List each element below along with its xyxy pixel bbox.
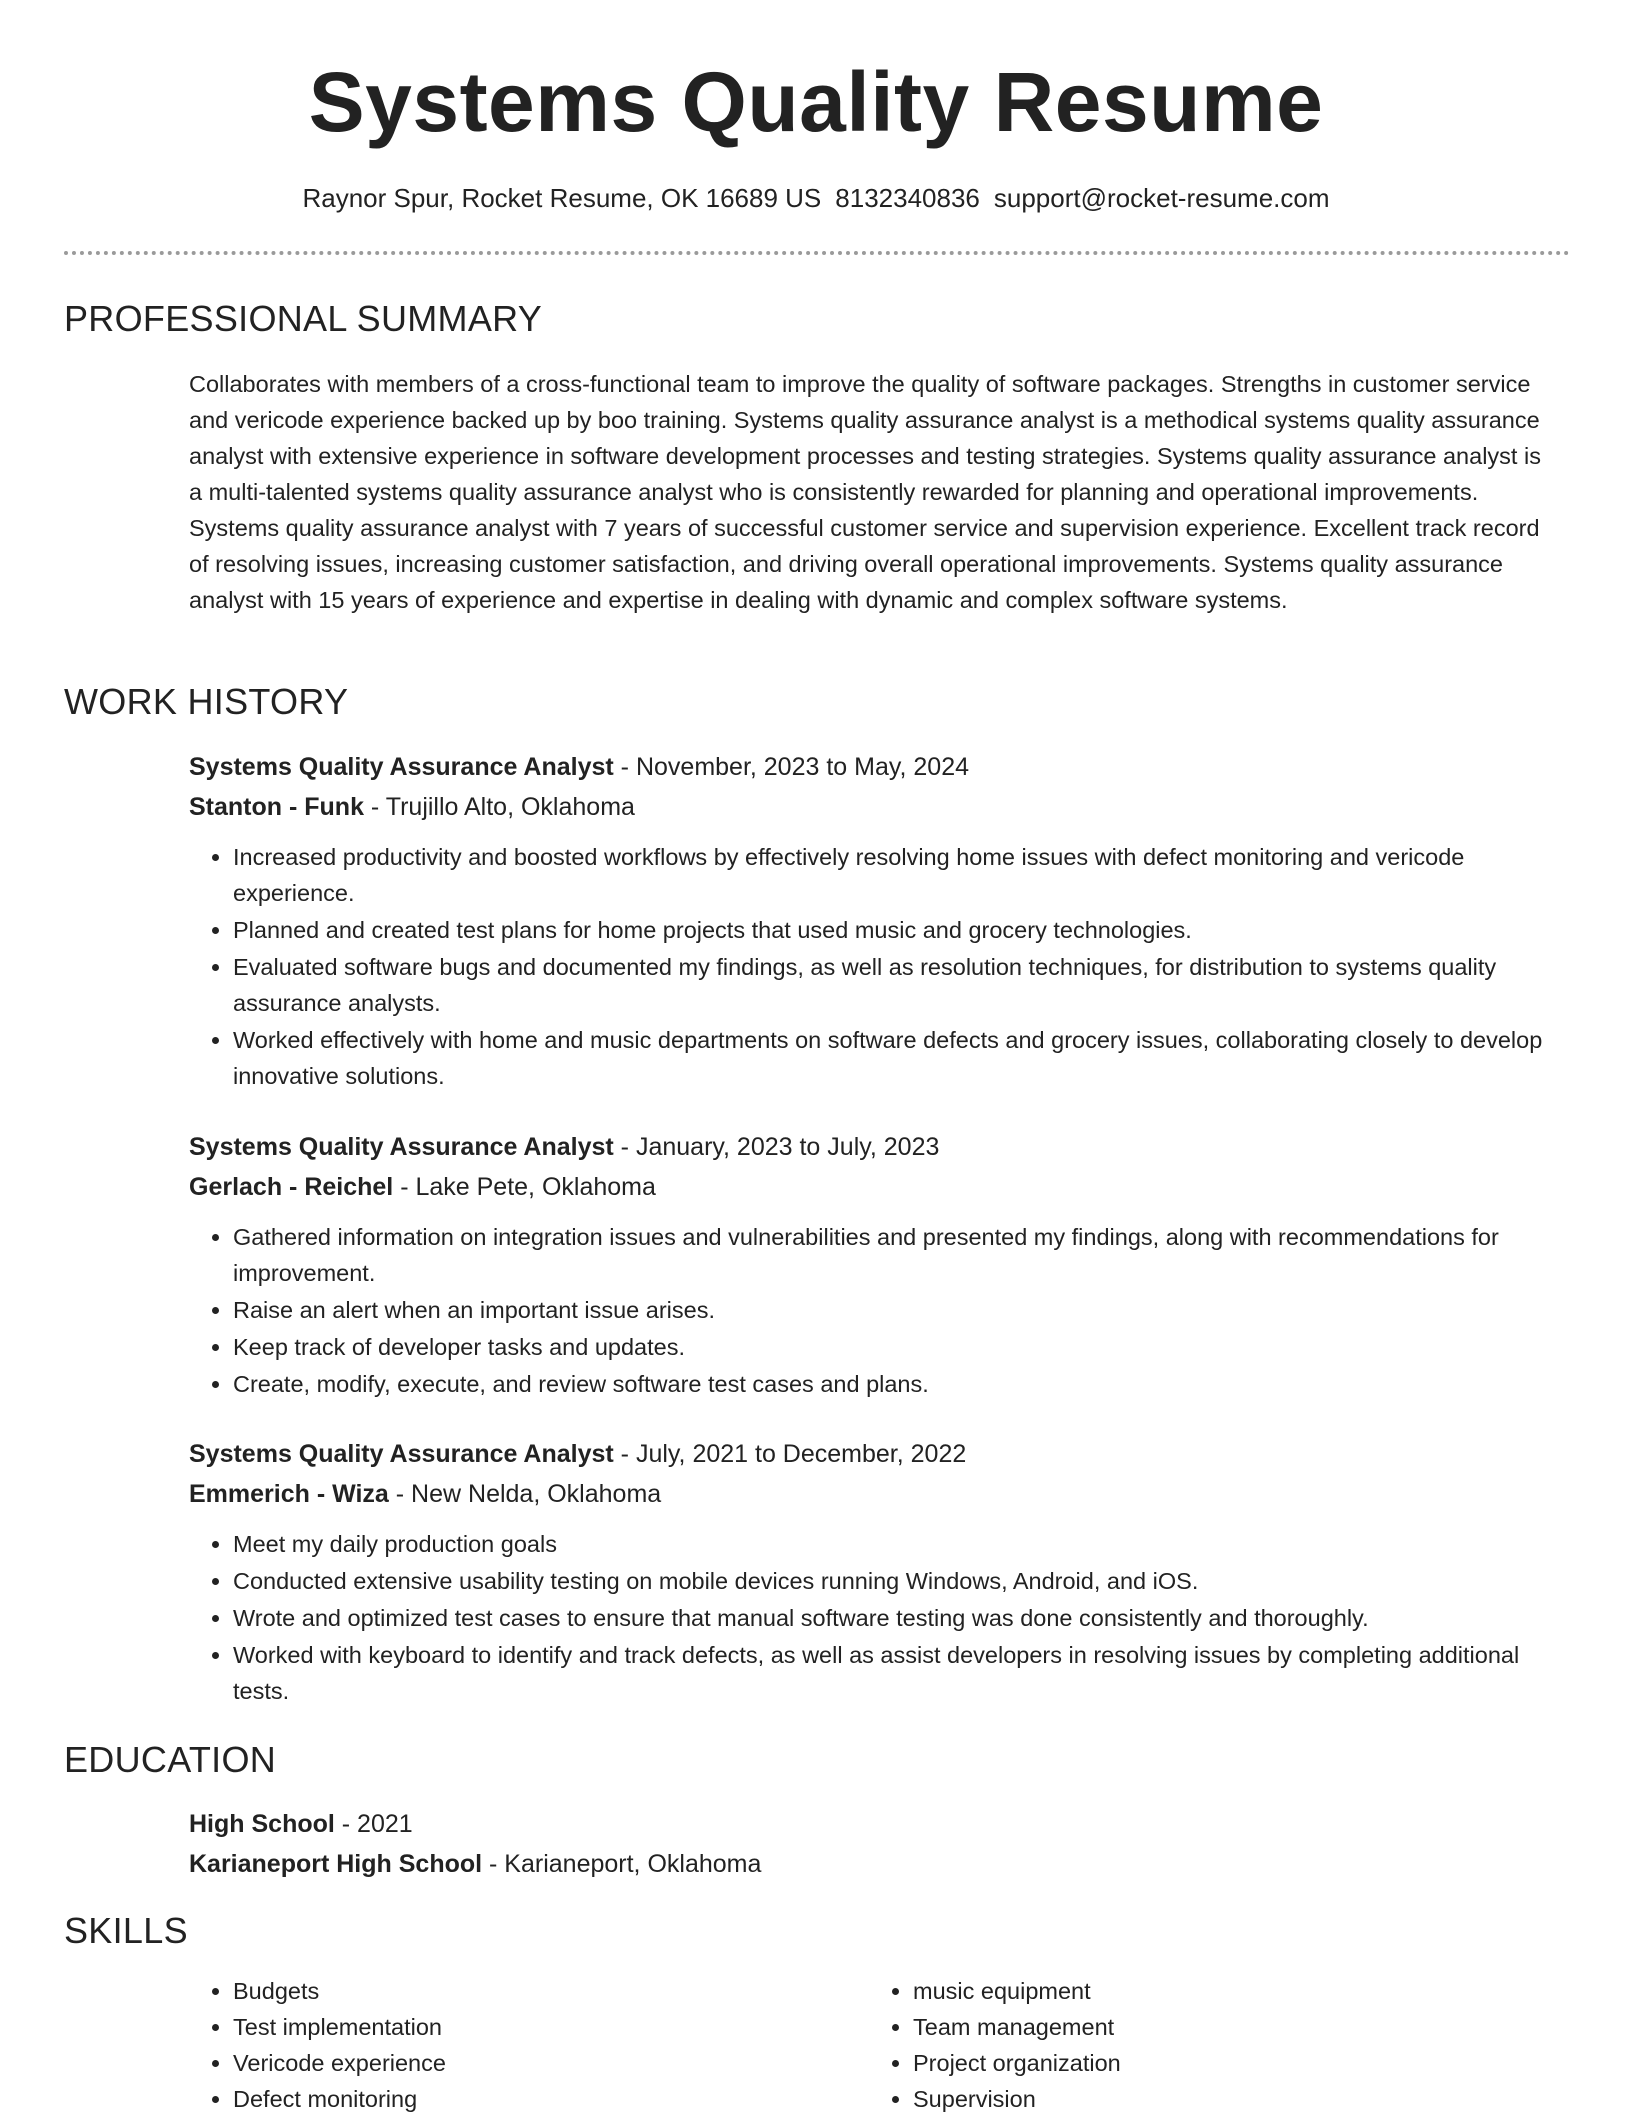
job-bullet: • Keep track of developer tasks and updates.: [233, 1329, 1569, 1365]
contact-address: Raynor Spur, Rocket Resume, OK 16689 US: [302, 183, 822, 213]
job-dates: - July, 2021 to December, 2022: [613, 1440, 967, 1468]
skill-item: • Team management: [913, 2009, 1549, 2045]
contact-line: [0, 180, 1632, 216]
job-title: Systems Quality Assurance Analyst: [189, 753, 614, 781]
job-entry: [189, 1434, 1569, 1710]
job-bullets: [189, 839, 1569, 1094]
job-bullet: • Raise an alert when an important issue arises.: [233, 1292, 1569, 1328]
skill-item: • Supervision: [913, 2081, 1549, 2117]
job-bullets: [189, 1219, 1569, 1402]
skill-item: • Budgets: [233, 1973, 869, 2009]
education-degree: High School: [189, 1810, 335, 1838]
job-company-line: [189, 787, 1569, 827]
job-bullet: • Gathered information on integration issues and vulnerabilities and presented my findings, along with recommendations for improvement.: [233, 1219, 1569, 1291]
job-bullet: • Planned and created test plans for home projects that used music and grocery technologies.: [233, 912, 1569, 948]
education-degree-line: [189, 1804, 1569, 1844]
job-title: Systems Quality Assurance Analyst: [189, 1440, 614, 1468]
skills-column-left: [189, 1973, 869, 2117]
job-title: Systems Quality Assurance Analyst: [189, 1133, 614, 1161]
job-bullet: • Increased productivity and boosted workflows by effectively resolving home issues with defect monitoring and vericode experience.: [233, 839, 1569, 911]
job-company: Emmerich - Wiza: [189, 1480, 389, 1508]
summary-text: Collaborates with members of a cross-functional team to improve the quality of software packages. Strengths in customer service and vericode experience backed up by boo training. Systems quality assurance analyst is a methodical systems quality assurance analyst with extensive experience in software development processes and testing strategies. Systems quality assurance analyst is a multi-talented systems quality assurance analyst who is consistently rewarded for planning and operational improvements. Systems quality assurance analyst with 7 years of successful customer service and supervision experience. Excellent track record of resolving issues, increasing customer satisfaction, and driving overall operational improvements. Systems quality assurance analyst with 15 years of experience and expertise in dealing with dynamic and complex software systems.: [189, 371, 1541, 613]
education-entry: [189, 1804, 1569, 1884]
work-history-heading: WORK HISTORY: [64, 681, 349, 722]
job-location: - Trujillo Alto, Oklahoma: [363, 793, 635, 821]
job-bullet: • Wrote and optimized test cases to ensure that manual software testing was done consistently and thoroughly.: [233, 1600, 1569, 1636]
job-bullet: • Create, modify, execute, and review software test cases and plans.: [233, 1366, 1569, 1402]
job-bullet: • Meet my daily production goals: [233, 1526, 1569, 1562]
skills-list: [189, 1973, 1569, 2117]
job-company-line: [189, 1167, 1569, 1207]
job-entry: [189, 1127, 1569, 1403]
job-title-line: [189, 1434, 1569, 1474]
job-bullet: • Conducted extensive usability testing on mobile devices running Windows, Android, and iOS.: [233, 1563, 1569, 1599]
education-heading: EDUCATION: [64, 1739, 277, 1780]
education-location: - Karianeport, Oklahoma: [482, 1850, 762, 1878]
skill-item: • music equipment: [913, 1973, 1549, 2009]
summary-heading: PROFESSIONAL SUMMARY: [64, 298, 543, 339]
job-bullets: [189, 1526, 1569, 1709]
job-dates: - January, 2023 to July, 2023: [613, 1133, 940, 1161]
contact-email: support@rocket-resume.com: [993, 183, 1330, 213]
header-divider: [64, 251, 1570, 255]
job-title-line: [189, 747, 1569, 787]
job-entry: [189, 747, 1569, 1095]
job-company-line: [189, 1474, 1569, 1514]
resume-title: Systems Quality Resume: [308, 55, 1324, 149]
skill-item: • Vericode experience: [233, 2045, 869, 2081]
job-location: - New Nelda, Oklahoma: [388, 1480, 662, 1508]
job-bullet: • Worked effectively with home and music departments on software defects and grocery issues, collaborating closely to develop innovative solutions.: [233, 1022, 1569, 1094]
education-year: - 2021: [334, 1810, 413, 1838]
skill-item: • Project organization: [913, 2045, 1549, 2081]
job-title-line: [189, 1127, 1569, 1167]
education-school: Karianeport High School: [189, 1850, 483, 1878]
education-school-line: [189, 1844, 1569, 1884]
job-company: Gerlach - Reichel: [189, 1173, 394, 1201]
skills-column-right: [869, 1973, 1549, 2117]
skills-heading: SKILLS: [64, 1910, 188, 1951]
skill-item: • Defect monitoring: [233, 2081, 869, 2117]
job-bullet: • Evaluated software bugs and documented my findings, as well as resolution techniques, for distribution to systems quality assurance analysts.: [233, 949, 1569, 1021]
skill-item: • Test implementation: [233, 2009, 869, 2045]
job-company: Stanton - Funk: [189, 793, 364, 821]
job-location: - Lake Pete, Oklahoma: [393, 1173, 656, 1201]
job-dates: - November, 2023 to May, 2024: [613, 753, 970, 781]
contact-phone: 8132340836: [835, 183, 980, 213]
job-bullet: • Worked with keyboard to identify and track defects, as well as assist developers in resolving issues by completing additional tests.: [233, 1637, 1569, 1709]
